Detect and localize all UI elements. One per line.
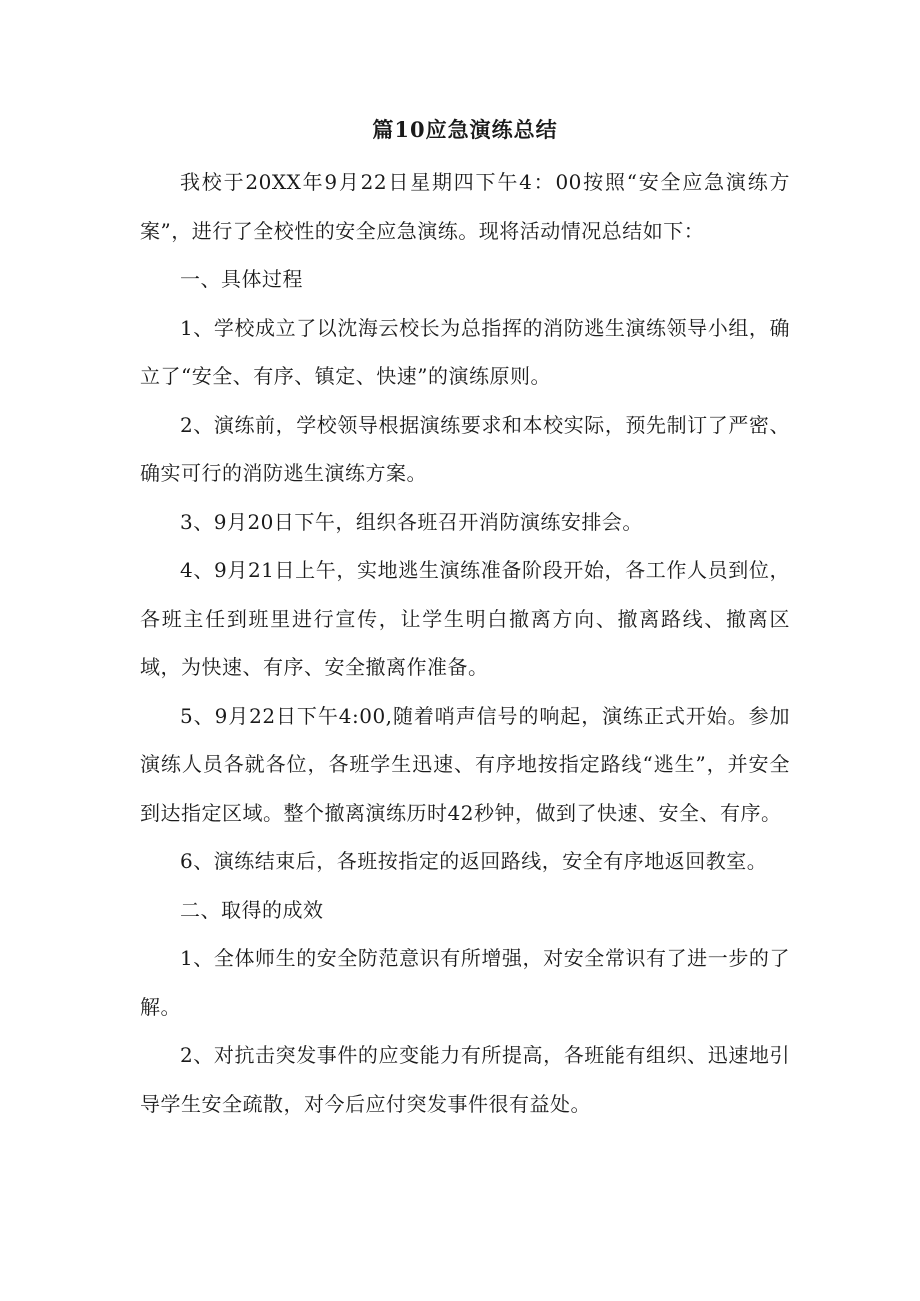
paragraph-process-3: 3、9月20日下午，组织各班召开消防演练安排会。 (180, 509, 643, 534)
paragraph-process-1: 1、学校成立了以沈海云校长为总指挥的消防逃生演练领导小组，确立了“安全、有序、镇定、快速”的演练原则。 (140, 315, 790, 388)
section-heading-process: 一、具体过程 (180, 267, 303, 291)
paragraph-results-1: 1、全体师生的安全防范意识有所增强，对安全常识有了进一步的了解。 (140, 946, 790, 1019)
paragraph-process-5: 5、9月22日下午4:00,随着哨声信号的响起，演练正式开始。参加演练人员各就各位，各班学生迅速、有序地按指定路线“逃生”，并安全到达指定区域。整个撤离演练历时42秒钟，做到了快速、安全、有序。 (140, 703, 790, 825)
paragraph-process-4: 4、9月21日上午，实地逃生演练准备阶段开始，各工作人员到位，各班主任到班里进行宣传，让学生明白撤离方向、撤离路线、撤离区域，为快速、有序、安全撤离作准备。 (140, 558, 790, 679)
document-page (140, 112, 790, 1128)
paragraph-results-2: 2、对抗击突发事件的应变能力有所提高，各班能有组织、迅速地引导学生安全疏散，对今后应付突发事件很有益处。 (140, 1043, 790, 1116)
paragraph-process-2: 2、演练前，学校领导根据演练要求和本校实际，预先制订了严密、确实可行的消防逃生演练方案。 (140, 412, 790, 485)
paragraph-intro: 我校于20XX年9月22日星期四下午4：00按照“安全应急演练方案”，进行了全校性的安全应急演练。现将活动情况总结如下： (140, 170, 790, 243)
section-heading-results: 二、取得的成效 (180, 897, 324, 922)
document-title: 篇10应急演练总结 (372, 117, 558, 142)
paragraph-process-6: 6、演练结束后，各班按指定的返回路线，安全有序地返回教室。 (180, 849, 768, 873)
